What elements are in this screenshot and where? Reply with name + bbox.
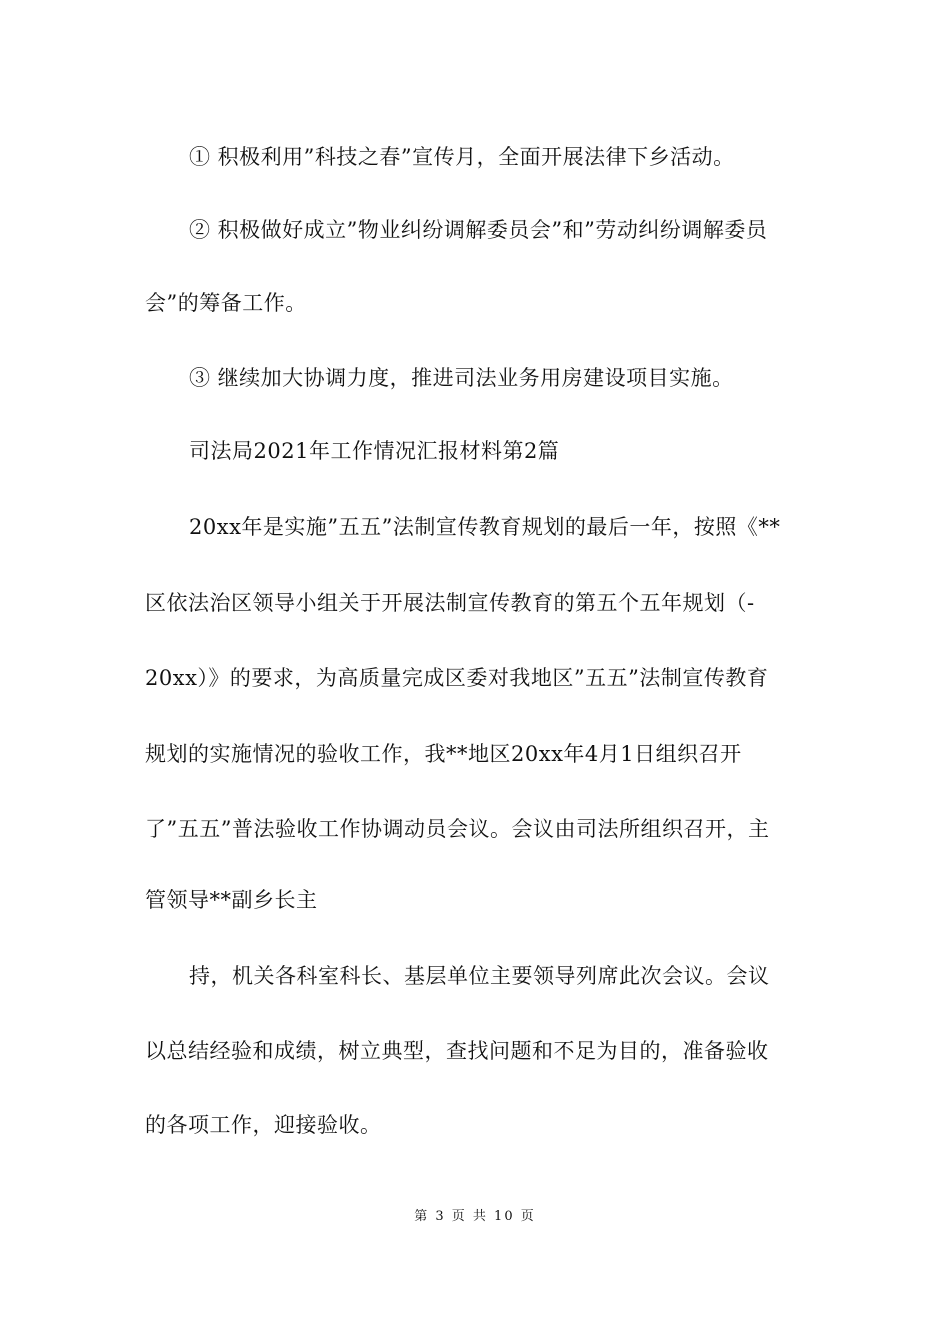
- paragraph-2-line-2: 以总结经验和成绩，树立典型，查找问题和不足为目的，准备验收: [145, 1039, 769, 1063]
- page-number-footer: 第 3 页 共 10 页: [414, 1209, 536, 1224]
- list-item-2: ② 积极做好成立”物业纠纷调解委员会”和”劳动纠纷调解委员: [189, 218, 768, 242]
- paragraph-1-line-2: 区依法治区领导小组关于开展法制宣传教育的第五个五年规划（-: [145, 591, 755, 615]
- paragraph-1-line-3: 20xx）》的要求，为高质量完成区委对我地区”五五”法制宣传教育: [145, 666, 769, 690]
- list-item-3: ③ 继续加大协调力度，推进司法业务用房建设项目实施。: [189, 366, 734, 390]
- list-item-2-continued: 会”的筹备工作。: [145, 291, 307, 315]
- paragraph-1-line-1: 20xx年是实施”五五”法制宣传教育规划的最后一年，按照《**: [189, 515, 781, 539]
- paragraph-2-line-1: 持，机关各科室科长、基层单位主要领导列席此次会议。会议: [189, 964, 770, 988]
- paragraph-1-line-5: 了”五五”普法验收工作协调动员会议。会议由司法所组织召开，主: [145, 817, 770, 841]
- section-heading: 司法局2021年工作情况汇报材料第2篇: [189, 439, 560, 463]
- paragraph-1-line-4: 规划的实施情况的验收工作，我**地区20xx年4月1日组织召开: [145, 742, 742, 766]
- list-item-1: ① 积极利用”科技之春”宣传月，全面开展法律下乡活动。: [189, 145, 735, 169]
- paragraph-2-line-3: 的各项工作，迎接验收。: [145, 1113, 382, 1137]
- paragraph-1-line-6: 管领导**副乡长主: [145, 888, 318, 912]
